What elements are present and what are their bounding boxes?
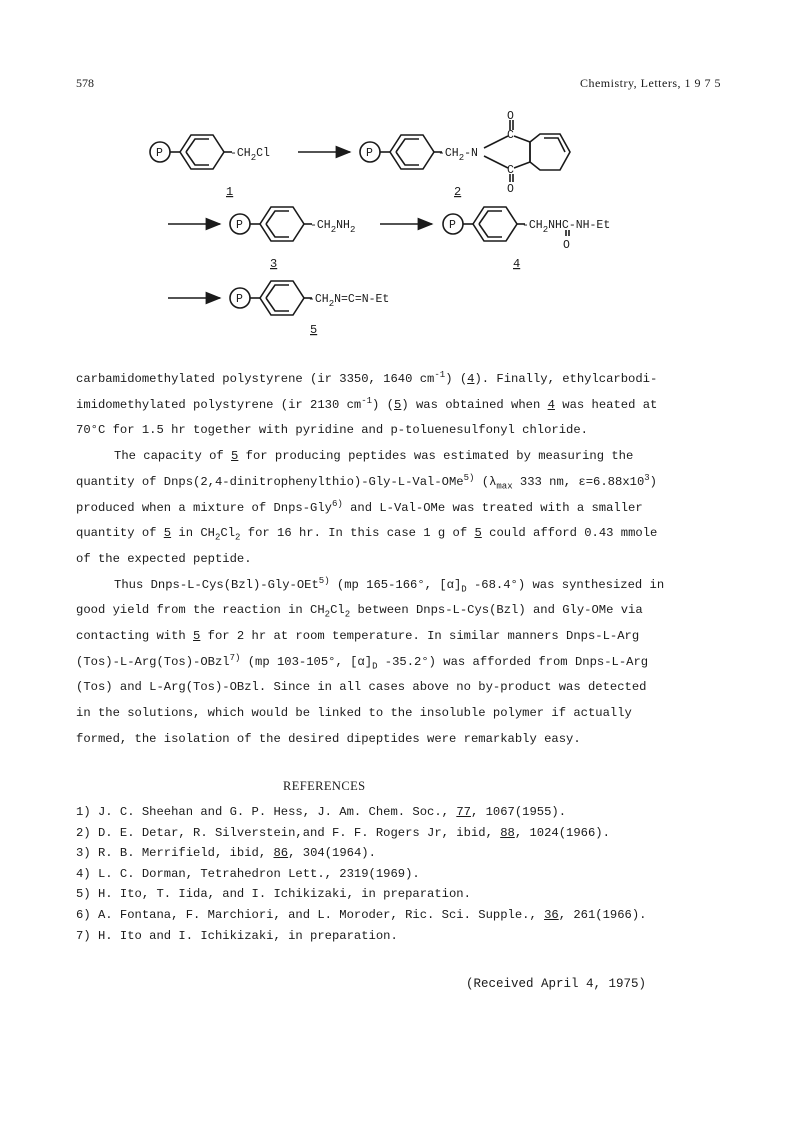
reference-item: 6) A. Fontana, F. Marchiori, and L. Moroder, Ric. Sci. Supple., 36, 261(1966). — [76, 907, 647, 922]
text-line: quantity of Dnps(2,4-dinitrophenylthio)-Gly-L-Val-OMe$^{5)}$ ($\lambda_{max}$ 333 nm, $\varepsilon=6.88x10^3$) — [76, 472, 657, 492]
compound-1-group: $-CH_2Cl$ — [230, 147, 270, 163]
reference-item: 2) D. E. Detar, R. Silverstein,and F. F. Rogers Jr, ibid, 88, 1024(1966). — [76, 825, 610, 840]
compound-2-group: $-CH_2-N$ — [438, 147, 478, 163]
phthalimide-ring-icon — [530, 134, 570, 170]
reference-item: 4) L. C. Dorman, Tetrahedron Lett., 2319(1969). — [76, 866, 420, 881]
text-line: carbamidomethylated polystyrene (ir 3350, 1640 $cm^{-1}$) (4). Finally, ethylcarbodi- — [76, 369, 658, 386]
reference-item: 7) H. Ito and I. Ichikizaki, in preparation. — [76, 928, 398, 943]
text-line: produced when a mixture of Dnps-Gly$^{6)}$ and L-Val-OMe was treated with a smaller — [76, 498, 643, 515]
svg-text:P: P — [449, 219, 456, 232]
compound-5-group: $-CH_2N=C=N-Et$ — [308, 293, 390, 309]
text-line: contacting with 5 for 2 hr at room temperature. In similar manners Dnps-L-Arg — [76, 629, 640, 644]
text-line: quantity of 5 in $CH_2Cl_2$ for 16 hr. In this case 1 g of 5 could afford 0.43 mmole — [76, 526, 658, 543]
compound-number-2: 2 — [454, 185, 462, 199]
svg-text:P: P — [366, 147, 373, 160]
text-line: (Tos) and L-Arg(Tos)-OBzl. Since in all cases above no by-product was detected — [76, 680, 647, 695]
journal-title: Chemistry, Letters, 1 9 7 5 — [579, 76, 721, 90]
text-line: in the solutions, which would be linked to the insoluble polymer if actually — [76, 706, 632, 721]
svg-text:O: O — [507, 183, 514, 196]
svg-text:P: P — [236, 219, 243, 232]
reference-item: 3) R. B. Merrifield, ibid, 86, 304(1964). — [76, 846, 376, 861]
svg-text:C: C — [507, 164, 514, 177]
received-date: (Received April 4, 1975) — [466, 977, 647, 991]
text-line: The capacity of 5 for producing peptides was estimated by measuring the — [114, 449, 634, 464]
reference-item: 5) H. Ito, T. Iida, and I. Ichikizaki, in preparation. — [76, 887, 471, 902]
svg-text:P: P — [236, 293, 243, 306]
text-line: of the expected peptide. — [76, 551, 252, 566]
page-number: 578 — [76, 76, 94, 90]
text-line: Thus Dnps-L-Cys(Bzl)-Gly-OEt$^{5)}$ (mp 165-166°, $[\alpha]_D$ -68.4°) was synthesized in — [114, 575, 665, 595]
body-paragraphs — [76, 367, 726, 753]
compound-number-4: 4 — [513, 257, 521, 271]
compound-4-group: $-CH_2NHC-NH-Et$ — [522, 219, 611, 235]
compound-number-3: 3 — [270, 257, 278, 271]
svg-text:O: O — [563, 239, 570, 252]
svg-text:O: O — [507, 110, 514, 123]
reaction-scheme — [0, 108, 793, 348]
text-line: (Tos)-L-Arg(Tos)-OBzl$^{7)}$ (mp 103-105°, $[\alpha]_D$ -35.2°) was afforded from Dnps-L-Arg — [76, 652, 649, 672]
text-line: imidomethylated polystyrene (ir 2130 $cm^{-1}$) (5) was obtained when 4 was heated at — [76, 395, 658, 412]
compound-number-5: 5 — [310, 323, 318, 337]
compound-number-1: 1 — [226, 185, 234, 199]
text-line: 70°C for 1.5 hr together with pyridine and p-toluenesulfonyl chloride. — [76, 423, 588, 438]
polymer-label: P — [156, 147, 163, 160]
svg-text:C: C — [507, 129, 514, 142]
compound-3-group: $-CH_2NH_2$ — [310, 219, 356, 235]
references-list — [76, 802, 646, 946]
text-line: formed, the isolation of the desired dipeptides were remarkably easy. — [76, 731, 581, 746]
text-line: good yield from the reaction in $CH_2Cl_2$ between Dnps-L-Cys(Bzl) and Gly-OMe via — [76, 603, 643, 620]
reference-item: 1) J. C. Sheehan and G. P. Hess, J. Am. Chem. Soc., 77, 1067(1955). — [76, 805, 567, 819]
references-heading: REFERENCES — [283, 779, 366, 793]
